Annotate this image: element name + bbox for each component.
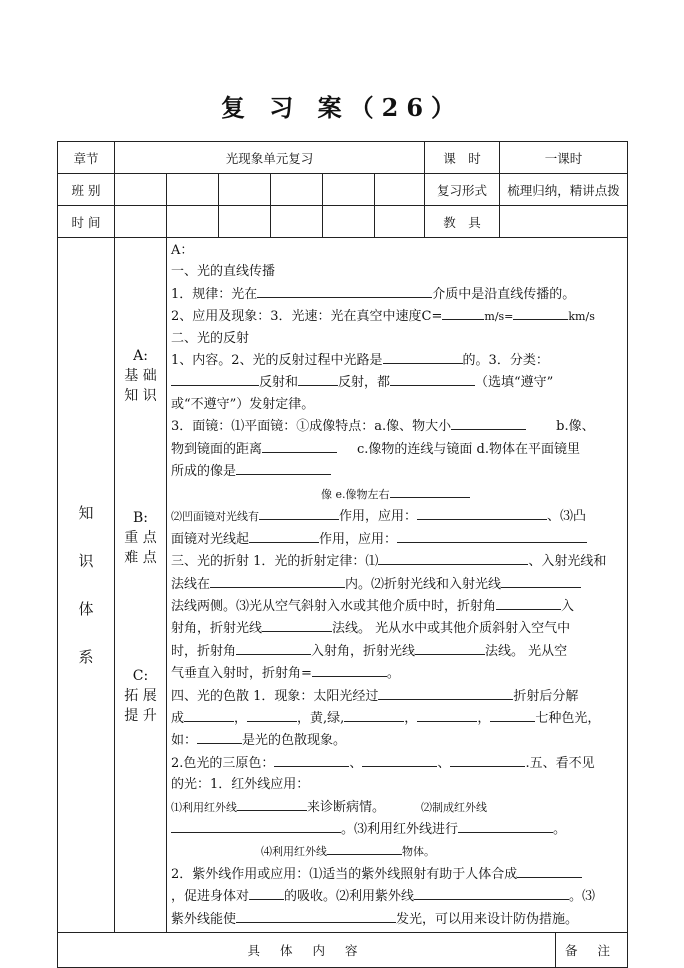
class-cell-5[interactable] xyxy=(323,174,375,206)
ks-char-2: 识 xyxy=(78,552,94,570)
section-a-label: A: 基 础 知 识 xyxy=(124,348,157,404)
class-row xyxy=(58,174,628,206)
time-cell-6[interactable] xyxy=(375,206,425,238)
page-title: 复 习 案（26） xyxy=(220,93,464,122)
chapter-value: 光现象单元复习 xyxy=(115,142,425,174)
time-cell-2[interactable] xyxy=(167,206,219,238)
class-cell-3[interactable] xyxy=(219,174,271,206)
section-c-label: C: 拓 展 提 升 xyxy=(124,668,157,724)
blank[interactable] xyxy=(257,283,432,298)
class-cell-2[interactable] xyxy=(167,174,219,206)
ks-char-3: 体 xyxy=(78,600,94,618)
content-header: 具 体 内 容 xyxy=(58,933,556,968)
knowledge-system-cell xyxy=(58,238,115,933)
review-plan-table xyxy=(57,141,628,968)
class-label: 班 别 xyxy=(58,174,115,206)
time-cell-1[interactable] xyxy=(115,206,167,238)
tools-label: 教 具 xyxy=(425,206,500,238)
ks-char-4: 系 xyxy=(78,648,94,666)
chapter-label: 章节 xyxy=(58,142,115,174)
tools-value[interactable] xyxy=(500,206,628,238)
period-label: 课 时 xyxy=(425,142,500,174)
chapter-row xyxy=(58,142,628,174)
time-row xyxy=(58,206,628,238)
class-cell-6[interactable] xyxy=(375,174,425,206)
time-label: 时 间 xyxy=(58,206,115,238)
review-form-label: 复习形式 xyxy=(425,174,500,206)
period-value: 一课时 xyxy=(500,142,628,174)
content-cell: A： 一、光的直线传播 1．规律：光在 介质中是沿直线传播的。 2、应用及现象：3．光速：光在真空中速度C= m/s= km/s 二、光的反射 1、内容。2、光的反射过程中光路是 的。3．分类： 反射和 反射，都 （选填“遵守” 或“不遵守”）发射定律。 3．面镜：⑴平面镜：①成像特点：a.像、物大小 b.像、 物到镜面的距离 c.像物的连线与镜面 d.物体在平面镜里 所成的像是 像 e.像物左右 ⑵凹面镜对光线有 作用，应用： 、⑶凸 面镜对光线起 作用，应用： 三、光的折射 1．光的折射定律：⑴ 、入射光线和 法线在 内。⑵折射光线和入射光线 法线两侧。⑶光从空气斜射入水或其他介质中时，折射角 入 射角，折射光线 法线。 光从水中或其他介质斜射入空气中 时，折射角 入射角，折射光线 法线。 光从空 气垂直入射时，折射角= 。 四、光的色散 1．现象：太阳光经过 折射后分解 成 ， ，黄,绿, ， ， 七种色光， 如： 是光的色散现象。 2.色光的三原色： 、 、 .五、看不见 的光：1．红外线应用： ⑴利用红外线 来诊断病情。 ⑵制成红外线 。⑶利用红外线进行 。 ⑷利用红外线 物体。 2．紫外线作用或应用：⑴适当的紫外线照射有助于人体合成 ，促进身体对 的吸收。⑵利用紫外线 。⑶ 紫外线能使 发光，可以用来设计防伪措施。 xyxy=(167,238,628,933)
section-labels-cell xyxy=(115,238,167,933)
review-form-value: 梳理归纳，精讲点拨 xyxy=(500,174,628,206)
knowledge-row xyxy=(58,238,628,933)
time-cell-4[interactable] xyxy=(271,206,323,238)
ks-char-1: 知 xyxy=(78,504,94,522)
time-cell-5[interactable] xyxy=(323,206,375,238)
class-cell-4[interactable] xyxy=(271,174,323,206)
notes-header: 备 注 xyxy=(556,933,628,968)
footer-row xyxy=(58,933,628,968)
class-cell-1[interactable] xyxy=(115,174,167,206)
section-b-label: B: 重 点 难 点 xyxy=(124,510,157,566)
time-cell-3[interactable] xyxy=(219,206,271,238)
